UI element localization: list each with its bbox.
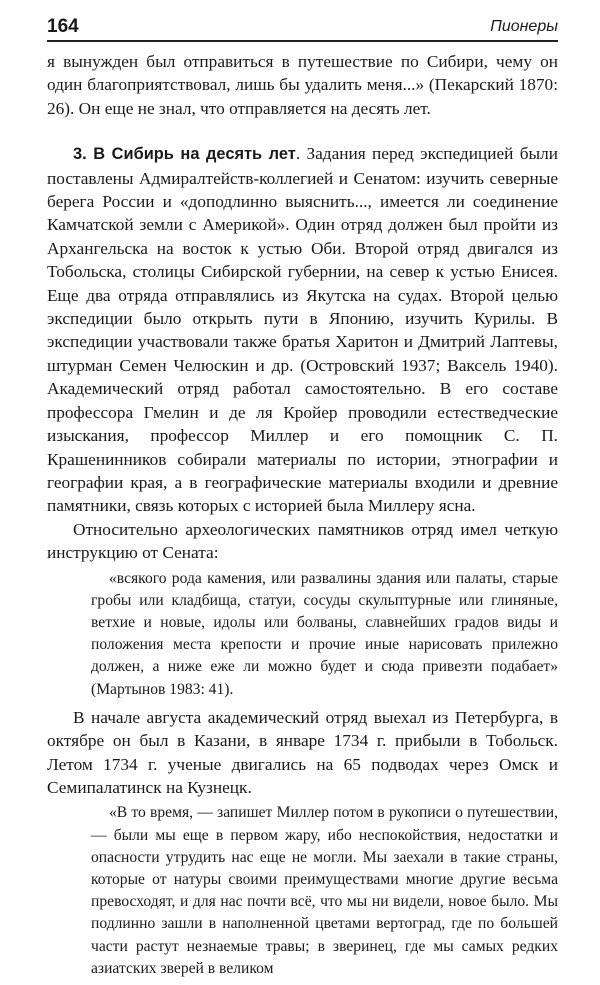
quote-miller: «В то время, — запишет Миллер потом в рукописи о путешествии, — были мы еще в первом жару, ибо неспокойствия, недостатки и опасности утрудить нас еще не могли. Мы заехали в такие страны, которые от натуры своими преимуществами многие другие весьма превосходят, и для нас почти всё, что мы ни видели, новое было. Мы подлинно зашли в наполненной цветами вертоград, где по большей части растут незнаемые травы; в зверинец, где мы самых редких азиатских зверей в великом — [91, 804, 558, 977]
running-title: Пионеры — [490, 18, 558, 35]
paragraph-continuation: я вынужден был отправиться в путешествие по Сибири, чему он один благоприятствовал, лишь бы удалить меня...» (Пекарский 1870: 26). Он еще не знал, что отправляется на десять лет. — [47, 52, 558, 118]
section-paragraph — [47, 142, 558, 518]
section-gap — [47, 120, 558, 142]
page-body — [47, 50, 558, 985]
paragraph-journey: В начале августа академический отряд выехал из Петербурга, в октябре он был в Казани, в январе 1734 г. прибыли в Тобольск. Летом 1734 г. ученые двигались на 65 подводах через Омск и Семипалатинск на Кузнецк. — [47, 707, 558, 797]
page-header — [47, 14, 558, 42]
section-body-text: . Задания перед экспедицией были поставлены Адмиралтейств-коллегией и Сенатом: изучить северные берега России и «доподлинно выяснить..., имеется ли соединение Камчатской земли с Америкой». Один отряд должен был пройти из Архангельска на восток к устью Оби. Второй отряд двигался из Тобольска, столицы Сибирской губернии, на север к устью Енисея. Еще два отряда отправлялись из Якутска на судах. Второй целью экспедиции было открыть пути в Японию, изучить Курилы. В экспедиции участвовали также братья Харитон и Дмитрий Лаптевы, штурман Семен Челюскин и др. (Островский 1937; Ваксель 1940). Академический отряд работал самостоятельно. В его составе профессора Гмелин и де ля Кройер проводили естестведческие изыскания, профессор Миллер и его помощник С. П. Крашенинников собирали материалы по истории, этнографии и географии края, а в географические материалы входили и древние памятники, связь которых с историей была Миллеру ясна. — [47, 144, 559, 516]
page-number: 164 — [47, 16, 79, 37]
quote-senate-instruction: «всякого рода камения, или развалины здания или палаты, старые гробы или кладбища, статуи, сосуды скульптурные или глиняные, ветхие и новые, идолы или болваны, славнейших градов виды и положения места крепости и прочие иные нарисовать прилежно должен, а ниже еже ли можно будет и сюда привезти подабает» (Мартынов 1983: 41). — [91, 569, 558, 698]
section-heading: 3. В Сибирь на десять лет — [73, 145, 296, 164]
paragraph-instruction: Относительно археологических памятников отряд имел четкую инструкцию от Сената: — [47, 519, 558, 563]
